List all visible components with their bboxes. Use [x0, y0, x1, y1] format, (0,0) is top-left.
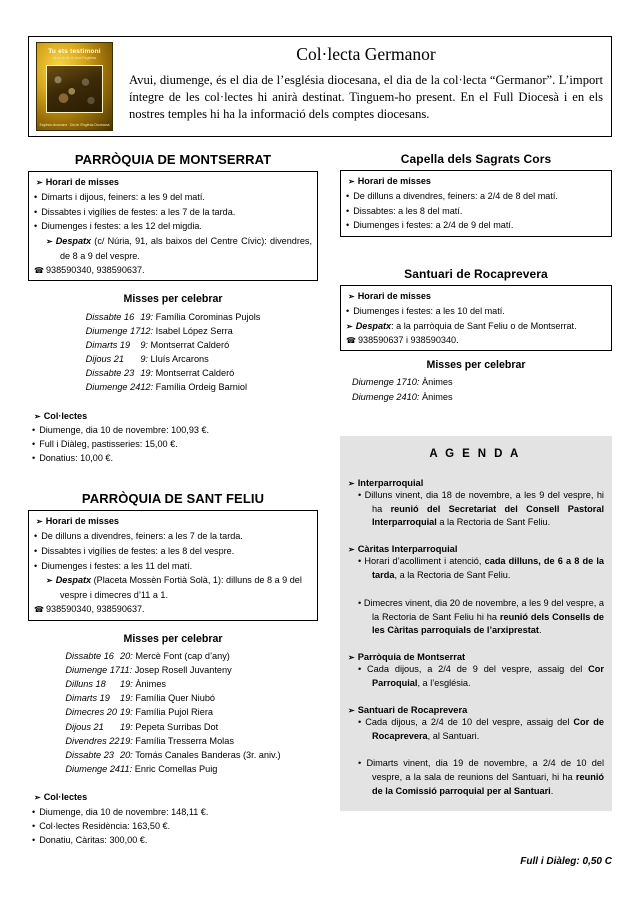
- table-row: [65, 720, 280, 734]
- office-label: Despatx: [355, 320, 392, 331]
- mass-intention: Isabel López Serra: [155, 325, 233, 336]
- header-text-block: [119, 37, 611, 136]
- mass-hour: 10:: [406, 391, 420, 402]
- santfeliu-masses-heading: Misses per celebrar: [123, 632, 223, 645]
- agenda-emphasis: reunió del Secretariat del Consell Pastoral Interparroquial: [372, 503, 604, 528]
- office-label: Despatx: [55, 236, 92, 247]
- parish-montserrat-section: [28, 152, 318, 465]
- mass-day: Dijous 21: [85, 354, 124, 365]
- mass-day: Dijous 21: [65, 721, 104, 732]
- agenda-item: [346, 489, 604, 530]
- montserrat-schedule-item: • Diumenges i festes: a les 12 del migdia.: [34, 219, 312, 234]
- right-column: [340, 152, 612, 811]
- table-row: [65, 663, 280, 677]
- label-text: Horari de misses: [45, 516, 119, 527]
- label-text: Parròquia de Montserrat: [357, 652, 466, 663]
- mass-day: Dimecres 20: [65, 707, 117, 718]
- mass-day: Dissabte 23: [65, 750, 114, 761]
- agenda-text: , a l’església.: [417, 677, 471, 688]
- montserrat-collection-item: • Donatius: 10,00 €.: [32, 451, 318, 465]
- label-text: Col·lectes: [43, 410, 88, 421]
- mass-intention: Josep Rosell Juvanteny: [134, 664, 232, 675]
- mass-hour: 10:: [406, 377, 420, 388]
- table-row: [65, 705, 280, 719]
- santfeliu-collections-heading: [32, 790, 318, 804]
- montserrat-masses-heading: Misses per celebrar: [123, 293, 223, 306]
- montserrat-collection-item: • Diumenge, dia 10 de novembre: 100,93 €.: [32, 423, 318, 437]
- bullet-icon: •: [358, 716, 366, 727]
- mass-day: Diumenge 24: [65, 764, 121, 775]
- mass-hour: 9:: [140, 339, 148, 350]
- agenda-text: Dimecres vinent, dia 20 de novembre, a les 9 del vespre, a la Rectoria de Sant Feliu hi ha: [363, 597, 604, 622]
- montserrat-collections-heading: [32, 409, 318, 423]
- santfeliu-office-hours: [34, 573, 312, 603]
- mass-day: Diumenge 17: [85, 325, 141, 336]
- agenda-title: A G E N D A: [429, 447, 521, 460]
- santfeliu-collection-item: • Donatiu, Càritas: 300,00 €.: [32, 833, 318, 847]
- mass-intention: Família Pujol Riera: [135, 707, 213, 718]
- rocaprevera-masses-heading: Misses per celebrar: [426, 359, 526, 372]
- mass-intention: Ànimes: [135, 679, 167, 690]
- mass-detail: [120, 691, 281, 705]
- montserrat-collections-block: [28, 409, 318, 466]
- table-row: [65, 748, 280, 762]
- mass-intention: Enric Comellas Puig: [134, 764, 218, 775]
- table-row: [65, 762, 280, 776]
- agenda-emphasis: Cor de Rocaprevera: [372, 716, 604, 741]
- mass-intention: Montserrat Calderó: [150, 339, 230, 350]
- montserrat-schedule-heading: [34, 175, 312, 190]
- mass-detail: [120, 748, 281, 762]
- label-text: Santuari de Rocaprevera: [357, 704, 468, 715]
- sanctuary-rocaprevera-section: [340, 267, 612, 404]
- mass-detail: [120, 649, 281, 663]
- agenda-text: a la Rectoria de Sant Feliu.: [436, 517, 551, 528]
- bullet-icon: •: [358, 597, 364, 608]
- mass-hour: 19:: [120, 707, 133, 718]
- mass-hour: 19:: [140, 311, 154, 322]
- agenda-text: Dimarts vinent, dia 19 de novembre, a 2/4 de 10 del vespre, a la sala de reunions del Santuari, hi ha: [366, 758, 604, 783]
- mass-hour: 19:: [120, 693, 133, 704]
- mass-intention: Lluís Arcarons: [150, 354, 209, 365]
- mass-hour: 19:: [140, 368, 154, 379]
- arrow-bullet-icon: ➢: [34, 411, 41, 421]
- spacer: [346, 638, 604, 652]
- arrow-bullet-icon: ➢: [34, 793, 41, 803]
- bullet-icon: •: [358, 489, 365, 500]
- mass-intention: Família Quer Niubó: [135, 693, 216, 704]
- mass-detail: [120, 762, 281, 776]
- mass-day: Diumenge 17: [65, 664, 121, 675]
- mass-detail: [140, 309, 260, 323]
- office-text: (c/ Núria, 91, als baixos del Centre Cívic): divendres, de 8 a 9 del vespre.: [60, 236, 312, 262]
- label-text: Interparroquial: [357, 477, 424, 488]
- agenda-panel: [340, 436, 612, 811]
- arrow-bullet-icon: ➢: [348, 705, 355, 715]
- arrow-bullet-icon: ➢: [36, 178, 43, 187]
- mass-hour: 12:: [140, 325, 154, 336]
- santfeliu-info-box: [28, 510, 318, 620]
- agenda-text: , al Santuari.: [427, 730, 480, 741]
- mass-hour: 11:: [120, 664, 133, 675]
- office-text: : a la parròquia de Sant Feliu o de Montserrat.: [391, 320, 577, 331]
- mass-intention: Ànimes: [422, 377, 453, 388]
- table-row: [352, 375, 453, 389]
- sagratscors-schedule-item: • Dissabtes: a les 8 del matí.: [346, 204, 606, 219]
- mass-detail: [120, 720, 281, 734]
- poster-title: Tu ets testimoni: [48, 48, 101, 55]
- telephone-icon: ☎: [34, 265, 44, 275]
- mass-day: Diumenge 17: [352, 377, 407, 388]
- mass-intention: Pepeta Surribas Dot: [135, 721, 219, 732]
- agenda-emphasis: reunió dels Consells de les Càritas parroquials de l’arxiprestat: [372, 611, 604, 636]
- table-row: [86, 366, 261, 380]
- table-row: [86, 352, 261, 366]
- agenda-item: [346, 663, 604, 691]
- parish-santfeliu-section: [28, 491, 318, 847]
- mass-day: Divendres 22: [65, 735, 120, 746]
- arrow-bullet-icon: ➢: [46, 237, 53, 247]
- santfeliu-schedule-item: • Dissabtes i vigílies de festes: a les 8 del vespre.: [34, 544, 312, 559]
- mass-detail: [140, 338, 260, 352]
- agenda-item: [346, 716, 604, 744]
- santfeliu-phone-line: [34, 603, 312, 617]
- mass-detail: [140, 352, 260, 366]
- mass-day: Dimarts 19: [85, 339, 131, 350]
- phone-number: 938590340, 938590637.: [45, 604, 145, 614]
- left-column: [28, 152, 318, 847]
- bullet-icon: •: [358, 556, 365, 567]
- mass-hour: 9:: [140, 354, 148, 365]
- arrow-bullet-icon: ➢: [348, 292, 355, 302]
- sagratscors-schedule-heading: [346, 174, 606, 189]
- mass-day: Dimarts 19: [65, 693, 110, 704]
- mass-detail: [407, 375, 453, 389]
- table-row: [86, 309, 261, 323]
- mass-intention: Família Ordeig Barniol: [155, 382, 248, 393]
- bullet-icon: •: [358, 664, 368, 675]
- table-row: [65, 677, 280, 691]
- phone-number: 938590637 i 938590340.: [357, 334, 459, 345]
- agenda-text: Cada dijous, a 2/4 de 10 del vespre, assaig del: [365, 716, 574, 727]
- mass-hour: 19:: [120, 679, 133, 690]
- arrow-bullet-icon: ➢: [348, 478, 355, 488]
- santfeliu-schedule-item: • De dilluns a divendres, feiners: a les 7 de la tarda.: [34, 529, 312, 544]
- sagratscors-schedule-item: • De dilluns a divendres, feiners: a 2/4 de 8 del matí.: [346, 189, 606, 204]
- sagratscors-schedule-item: • Diumenges i festes: a 2/4 de 9 del matí.: [346, 218, 606, 233]
- santfeliu-collections-block: [28, 790, 318, 847]
- spacer: [346, 743, 604, 757]
- poster-subtitle: de la fe de la teva Església: [53, 56, 96, 60]
- agenda-group-heading: [346, 478, 604, 488]
- mass-hour: 20:: [120, 650, 133, 661]
- agenda-group-heading: [346, 544, 604, 554]
- agenda-text: Horari d’acolliment i atenció,: [364, 556, 485, 567]
- telephone-icon: ☎: [346, 335, 356, 345]
- santfeliu-schedule-item: • Diumenges i festes: a les 11 del matí.: [34, 559, 312, 574]
- poster-photo: [46, 65, 103, 113]
- santfeliu-masses-table: [65, 649, 280, 777]
- agenda-groups: [346, 478, 604, 799]
- agenda-text: Cada dijous, a 2/4 de 9 del vespre, assaig del: [367, 664, 589, 675]
- rocaprevera-schedule-item: • Diumenges i festes: a les 10 del matí.: [346, 304, 606, 319]
- table-row: [86, 338, 261, 352]
- mass-intention: Mercè Font (cap d’any): [135, 650, 230, 661]
- montserrat-masses-table: [86, 309, 261, 394]
- mass-day: Dissabte 23: [85, 368, 135, 379]
- agenda-item: [346, 757, 604, 798]
- mass-day: Diumenge 24: [352, 391, 407, 402]
- mass-hour: 19:: [120, 721, 133, 732]
- arrow-bullet-icon: ➢: [346, 321, 353, 331]
- table-row: [86, 380, 261, 394]
- mass-intention: Família Tresserra Molas: [135, 735, 234, 746]
- mass-detail: [140, 380, 260, 394]
- montserrat-schedule-item: • Dimarts i dijous, feiners: a les 9 del matí.: [34, 190, 312, 205]
- table-row: [86, 324, 261, 338]
- label-text: Horari de misses: [45, 177, 119, 187]
- label-text: Càritas Interparroquial: [357, 544, 458, 555]
- poster-footer-text: Església diocesana · Dia de l'Església Diocesana: [39, 123, 110, 127]
- rocaprevera-office-hours: [346, 319, 606, 334]
- santfeliu-schedule-heading: [34, 514, 312, 529]
- mass-intention: Montserrat Calderó: [155, 368, 235, 379]
- mass-detail: [407, 390, 453, 404]
- spacer: [346, 583, 604, 597]
- telephone-icon: ☎: [34, 605, 44, 614]
- office-label: Despatx: [55, 575, 92, 586]
- header-paragraph: Avui, diumenge, és el dia de l’església diocesana, el dia de la col·lecta “Germanor”. L’import íntegre de les col·lectes hi anirà destinat. Tinguem-ho present. En el Full Diocesà i en els nostres temples hi ha la informació dels comptes diocesans.: [129, 72, 603, 122]
- montserrat-collection-item: • Full i Diàleg, pastisseries: 15,00 €.: [32, 437, 318, 451]
- mass-hour: 20:: [120, 750, 133, 761]
- label-text: Col·lectes: [43, 792, 88, 803]
- agenda-text: .: [538, 625, 542, 636]
- agenda-group-heading: [346, 652, 604, 662]
- agenda-emphasis: Cor Parroquial: [372, 664, 604, 688]
- santfeliu-collection-item: • Diumenge, dia 10 de novembre: 148,11 €.: [32, 805, 318, 819]
- label-text: Horari de misses: [357, 291, 431, 302]
- agenda-item: [346, 597, 604, 638]
- mass-intention: Tomás Canales Banderas (3r. aniv.): [135, 750, 281, 761]
- arrow-bullet-icon: ➢: [36, 517, 43, 527]
- mass-detail: [120, 663, 281, 677]
- arrow-bullet-icon: ➢: [46, 576, 53, 586]
- mass-detail: [120, 734, 281, 748]
- agenda-group-heading: [346, 705, 604, 715]
- mass-hour: 11:: [120, 764, 133, 775]
- sagratscors-info-box: [340, 170, 612, 237]
- footer-price: Full i Diàleg: 0,50 C: [520, 856, 612, 867]
- rocaprevera-masses-table: [352, 375, 453, 403]
- agenda-text: .: [550, 785, 554, 796]
- arrow-bullet-icon: ➢: [348, 177, 355, 186]
- mass-day: Diumenge 24: [85, 382, 141, 393]
- mass-intention: Ànimes: [422, 391, 453, 402]
- page-title: Col·lecta Germanor: [296, 44, 436, 64]
- table-row: [352, 390, 453, 404]
- mass-hour: 19:: [120, 735, 133, 746]
- montserrat-phone-line: [34, 264, 312, 278]
- montserrat-info-box: [28, 171, 318, 281]
- agenda-item: [346, 555, 604, 583]
- campaign-poster-image: [36, 42, 113, 131]
- mass-hour: 12:: [140, 382, 154, 393]
- santfeliu-collection-item: • Col·lectes Residència: 163,50 €.: [32, 819, 318, 833]
- spacer: [346, 530, 604, 544]
- mass-intention: Família Corominas Pujols: [155, 311, 261, 322]
- mass-detail: [140, 324, 260, 338]
- mass-detail: [120, 677, 281, 691]
- chapel-sagratscors-section: [340, 152, 612, 237]
- spacer: [346, 691, 604, 705]
- office-text: (Placeta Mossèn Fortià Solà, 1): dilluns de 8 a 9 del vespre i dimecres d’11 a 1.: [60, 575, 302, 601]
- table-row: [65, 649, 280, 663]
- agenda-emphasis: reunió de la Comissió parroquial per al Santuari: [372, 772, 604, 796]
- phone-number: 938590340, 938590637.: [45, 264, 145, 275]
- agenda-emphasis: cada dilluns, de 6 a 8 de la tarda: [372, 556, 604, 580]
- montserrat-office-hours: [34, 234, 312, 264]
- rocaprevera-info-box: [340, 285, 612, 351]
- rocaprevera-phone-line: [346, 334, 606, 348]
- santfeliu-title: PARRÒQUIA DE SANT FELIU: [81, 491, 265, 507]
- agenda-text: , a la Rectoria de Sant Feliu.: [394, 569, 511, 580]
- arrow-bullet-icon: ➢: [348, 545, 355, 555]
- mass-day: Dilluns 18: [65, 679, 106, 690]
- sagratscors-title: Capella dels Sagrats Cors: [400, 152, 552, 166]
- mass-day: Dissabte 16: [85, 311, 135, 322]
- bullet-icon: •: [358, 758, 367, 769]
- rocaprevera-schedule-heading: [346, 289, 606, 304]
- agenda-text: Dilluns vinent, dia 18 de novembre, a les 9 del vespre, hi ha: [364, 489, 604, 514]
- rocaprevera-title: Santuari de Rocaprevera: [404, 267, 548, 282]
- mass-detail: [140, 366, 260, 380]
- label-text: Horari de misses: [357, 176, 431, 186]
- arrow-bullet-icon: ➢: [348, 653, 355, 663]
- table-row: [65, 734, 280, 748]
- mass-detail: [120, 705, 281, 719]
- header-banner: [28, 36, 612, 137]
- mass-day: Dissabte 16: [65, 650, 114, 661]
- montserrat-schedule-item: • Dissabtes i vigílies de festes: a les 7 de la tarda.: [34, 205, 312, 220]
- table-row: [65, 691, 280, 705]
- montserrat-title: PARRÒQUIA DE MONTSERRAT: [74, 152, 272, 167]
